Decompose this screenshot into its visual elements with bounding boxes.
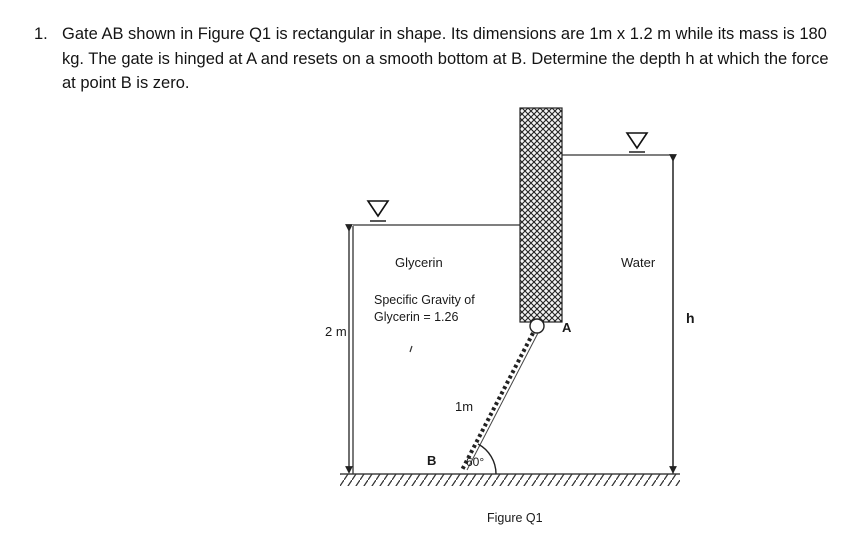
problem-text: Gate AB shown in Figure Q1 is rectangular in shape. Its dimensions are 1m x 1.2 m while its mass is 180 kg. The gate is hinged at A and resets on a smooth bottom at B. Determine the depth h at which the force at point B is zero. <box>62 25 829 92</box>
hinge-a-label: A <box>562 320 572 335</box>
glycerin-surface-symbol <box>368 201 388 221</box>
problem-number: 1. <box>34 25 48 43</box>
angle-label: 60° <box>466 455 485 469</box>
right-depth-label: h <box>686 310 695 326</box>
dividing-wall <box>520 108 562 322</box>
point-b-label: B <box>427 453 437 468</box>
gate-length-label: 1m <box>455 399 474 414</box>
water-label: Water <box>621 255 656 270</box>
left-depth-label: 2 m <box>325 324 347 339</box>
glycerin-label: Glycerin <box>395 255 443 270</box>
figure-caption: Figure Q1 <box>487 511 543 525</box>
ground-hatching <box>340 474 680 486</box>
water-surface-symbol <box>627 133 647 152</box>
gate-ab-edge <box>467 333 538 470</box>
specific-gravity-line2: Glycerin = 1.26 <box>374 310 459 324</box>
specific-gravity-line1: Specific Gravity of <box>374 293 475 307</box>
hinge-a <box>530 319 544 333</box>
stray-mark <box>410 346 412 352</box>
